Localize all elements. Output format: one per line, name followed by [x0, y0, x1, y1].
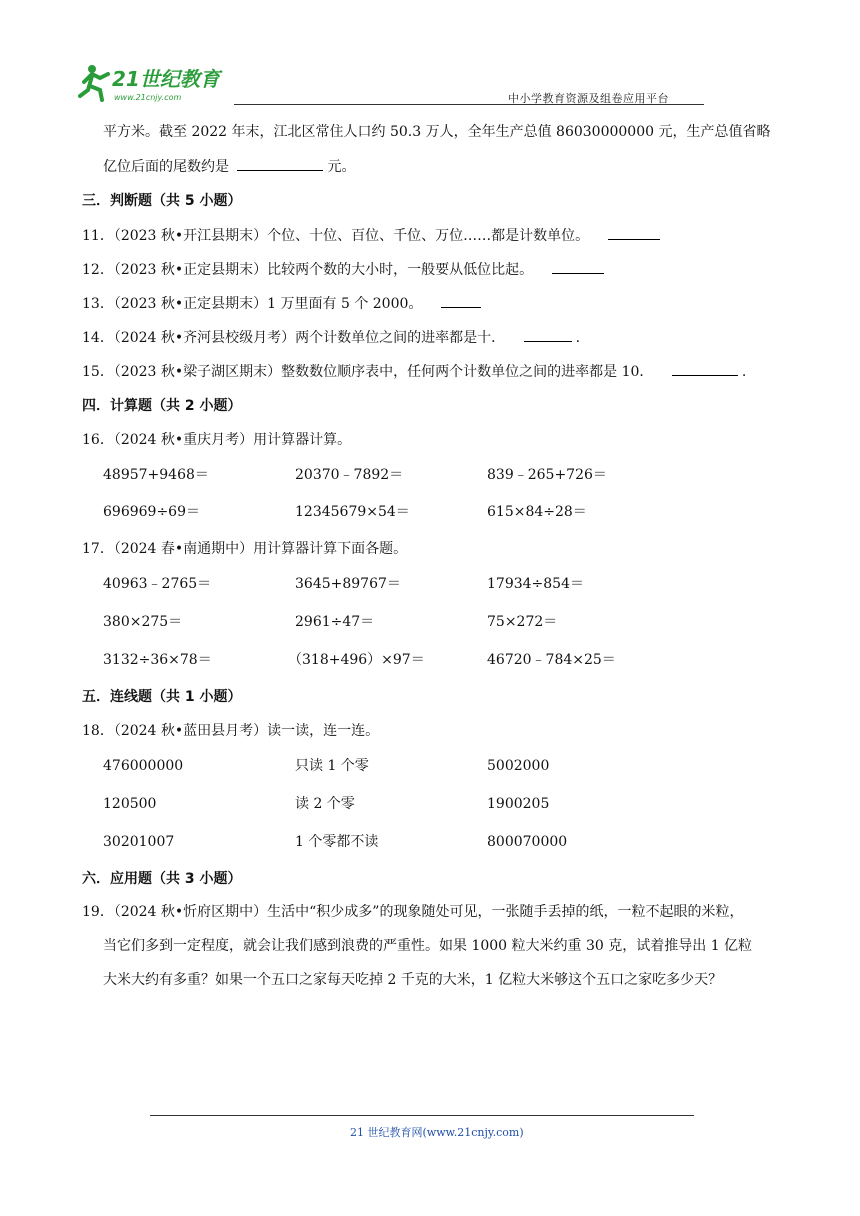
calc-item: 615×84÷28＝: [487, 504, 587, 520]
answer-blank[interactable]: [608, 225, 660, 240]
question-19-line-3: 大米大约有多重？如果一个五口之家每天吃掉 2 千克的大米，1 亿粒大米够这个五口之家吃多少天？: [103, 972, 723, 988]
answer-blank[interactable]: [237, 156, 323, 171]
footer-site-link[interactable]: 21 世纪教育网(www.21cnjy.com): [350, 1126, 524, 1139]
question-end-mark: .: [575, 330, 581, 346]
match-rule[interactable]: 读 2 个零: [295, 796, 355, 812]
calc-item: 3132÷36×78＝: [103, 652, 212, 668]
section-heading-calc: 四．计算题（共 2 小题）: [82, 398, 242, 414]
question-text: 15．（2023 秋•梁子湖区期末）整数数位顺序表中，任何两个计数单位之间的进率都是 10．: [82, 364, 654, 380]
answer-blank[interactable]: [524, 327, 572, 342]
continuation-unit: 元。: [327, 159, 356, 175]
header-divider: [234, 104, 704, 105]
question-14: [82, 327, 580, 348]
answer-blank[interactable]: [441, 293, 481, 308]
question-text: 11．（2023 秋•开江县期末）个位、十位、百位、千位、万位……都是计数单位。: [82, 228, 590, 244]
question-17-stem: 17．（2024 春•南通期中）用计算器计算下面各题。: [82, 541, 408, 557]
calc-item: 40963﹣2765＝: [103, 576, 212, 592]
calc-item: 75×272＝: [487, 614, 558, 630]
logo-text: 21世纪教育: [112, 67, 220, 91]
calc-item: 380×275＝: [103, 614, 183, 630]
calc-item: （318+496）×97＝: [288, 652, 425, 668]
section-heading-apply: 六．应用题（共 3 小题）: [82, 871, 242, 887]
answer-blank[interactable]: [672, 361, 738, 376]
calc-item: 839﹣265+726＝: [487, 467, 607, 483]
calc-item: 2961÷47＝: [295, 614, 375, 630]
match-rule[interactable]: 1 个零都不读: [295, 834, 379, 850]
match-rule[interactable]: 只读 1 个零: [295, 758, 369, 774]
match-number[interactable]: 476000000: [103, 758, 184, 774]
question-13: [82, 293, 485, 314]
footer-divider: [150, 1115, 694, 1116]
calc-item: 696969÷69＝: [103, 504, 200, 520]
question-19-line-1: 19．（2024 秋•忻府区期中）生活中“积少成多”的现象随处可见，一张随手丢掉的纸，一粒不起眼的米粒，: [82, 904, 744, 920]
question-12: [82, 259, 608, 280]
match-number[interactable]: 1900205: [487, 796, 550, 812]
question-18-stem: 18．（2024 秋•蓝田县月考）读一读，连一连。: [82, 723, 380, 739]
question-16-stem: 16．（2024 秋•重庆月考）用计算器计算。: [82, 432, 352, 448]
question-end-mark: .: [741, 364, 747, 380]
calc-item: 17934÷854＝: [487, 576, 584, 592]
calc-item: 20370﹣7892＝: [295, 467, 404, 483]
question-text: 14．（2024 秋•齐河县校级月考）两个计数单位之间的进率都是十．: [82, 330, 506, 346]
match-number[interactable]: 800070000: [487, 834, 568, 850]
calc-item: 46720﹣784×25＝: [487, 652, 616, 668]
section-heading-match: 五．连线题（共 1 小题）: [82, 689, 242, 705]
site-name: 中小学教育资源及组卷应用平台: [508, 92, 669, 105]
site-logo: [78, 60, 228, 104]
question-11: [82, 225, 664, 246]
match-number[interactable]: 120500: [103, 796, 157, 812]
calc-item: 3645+89767＝: [295, 576, 401, 592]
question-text: 12．（2023 秋•正定县期末）比较两个数的大小时，一般要从低位比起。: [82, 262, 534, 278]
continuation-line-1: 平方米。截至 2022 年末，江北区常住人口约 50.3 万人，全年生产总值 86030000000 元，生产总值省略: [103, 124, 771, 140]
match-number[interactable]: 30201007: [103, 834, 175, 850]
section-heading-judge: 三．判断题（共 5 小题）: [82, 193, 242, 209]
question-15: [82, 361, 746, 382]
calc-item: 12345679×54＝: [295, 504, 410, 520]
question-text: 13．（2023 秋•正定县期末）1 万里面有 5 个 2000。: [82, 296, 423, 312]
answer-blank[interactable]: [552, 259, 604, 274]
logo-url: www.21cnjy.com: [114, 93, 182, 102]
question-19-line-2: 当它们多到一定程度，就会让我们感到浪费的严重性。如果 1000 粒大米约重 30 克，试着推导出 1 亿粒: [103, 938, 753, 954]
calc-item: 48957+9468＝: [103, 467, 209, 483]
match-number[interactable]: 5002000: [487, 758, 550, 774]
continuation-line-2: [103, 156, 355, 177]
continuation-text: 亿位后面的尾数约是: [103, 159, 229, 175]
runner-icon: [80, 65, 108, 100]
